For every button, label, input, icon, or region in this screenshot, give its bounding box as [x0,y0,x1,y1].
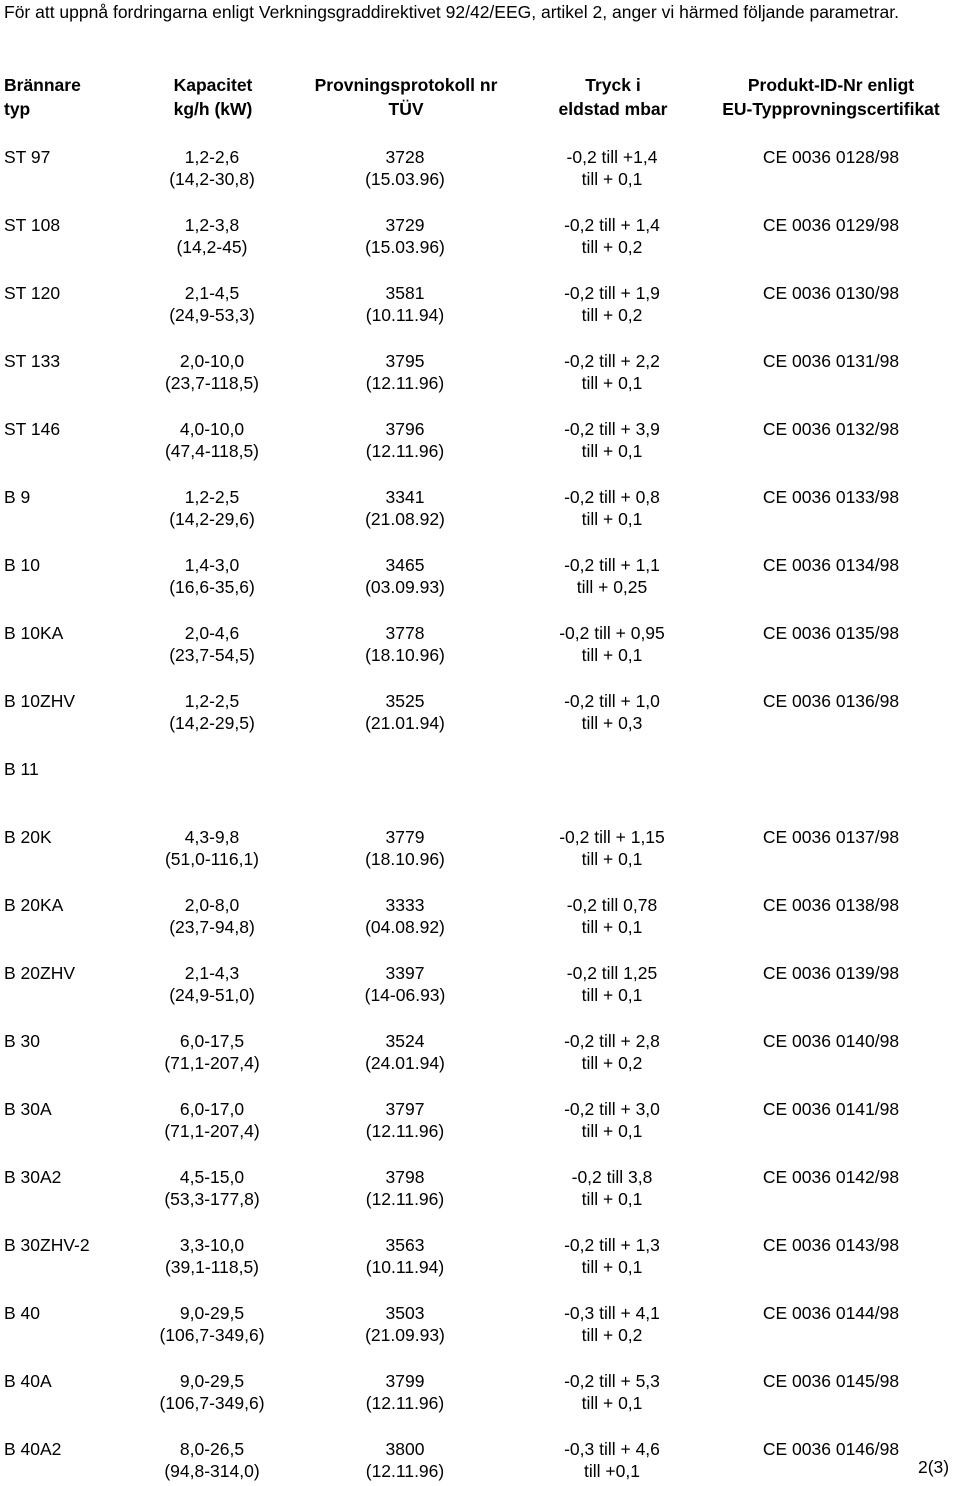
cell-burner-type-line: ST 146 [4,419,61,439]
cell-protocol-line: (12.11.96) [365,1461,445,1481]
cell-burner-type [4,1166,61,1188]
cell-burner-type [4,962,75,984]
cell-pressure [532,1370,692,1414]
header-product-id [706,73,956,121]
cell-pressure-line: -0,2 till + 3,9 [564,419,660,439]
cell-capacity [146,418,278,462]
cell-burner-type-line: B 30 [4,1031,40,1051]
cell-protocol-line: 3465 [385,555,425,575]
cell-capacity-line: 4,5-15,0 [179,1167,245,1187]
cell-pressure-line: -0,2 till + 1,4 [564,215,660,235]
cell-pressure-line: till + 0,2 [581,305,643,325]
cell-burner-type [4,1302,40,1324]
cell-product-id-line: CE 0036 0134/98 [762,555,900,575]
cell-capacity [146,1098,278,1142]
cell-product-id [706,486,956,508]
table-row [0,214,960,262]
cell-pressure-line: till + 0,1 [581,985,643,1005]
cell-protocol-line: 3341 [385,487,425,507]
cell-product-id-line: CE 0036 0129/98 [762,215,900,235]
cell-capacity-line: 1,2-3,8 [184,215,240,235]
header-capacity [140,73,286,121]
cell-pressure [532,146,692,190]
header-line: eldstad mbar [558,99,668,119]
cell-capacity-line: 2,1-4,3 [184,963,240,983]
cell-pressure [532,894,692,938]
cell-burner-type-line: ST 108 [4,215,61,235]
cell-pressure-line: till + 0,1 [581,169,643,189]
cell-protocol [300,690,510,734]
cell-pressure-line: till + 0,1 [581,1393,643,1413]
cell-burner-type-line: B 10 [4,555,40,575]
table-row [0,758,960,806]
cell-protocol-line: (24.01.94) [365,1053,445,1073]
cell-product-id [706,1166,956,1188]
table-row [0,146,960,194]
cell-capacity-line: (14,2-29,5) [169,713,255,733]
cell-product-id [706,350,956,372]
cell-burner-type [4,1370,52,1392]
cell-protocol-line: (10.11.94) [365,1257,445,1277]
cell-product-id [706,1098,956,1120]
cell-burner-type-line: ST 120 [4,283,61,303]
cell-product-id-line: CE 0036 0132/98 [762,419,900,439]
cell-burner-type-line: B 10ZHV [4,691,75,711]
cell-pressure [532,1234,692,1278]
cell-product-id [706,214,956,236]
cell-capacity-line: (106,7-349,6) [159,1393,265,1413]
cell-capacity [146,622,278,666]
header-line: Tryck i [585,75,641,95]
table-row [0,622,960,670]
cell-burner-type [4,418,60,440]
cell-protocol-line: 3581 [385,283,425,303]
cell-product-id [706,1370,956,1392]
cell-product-id-line: CE 0036 0135/98 [762,623,900,643]
cell-burner-type-line: ST 133 [4,351,61,371]
cell-protocol-line: 3525 [385,691,425,711]
cell-pressure-line: till + 0,2 [581,1325,643,1345]
cell-product-id [706,1030,956,1052]
header-line: typ [4,99,31,119]
table-row [0,350,960,398]
cell-burner-type [4,1438,61,1460]
header-line: kg/h (kW) [173,99,253,119]
cell-capacity [146,1302,278,1346]
cell-protocol [300,350,510,394]
cell-protocol [300,146,510,190]
cell-pressure-line: till + 0,1 [581,849,643,869]
cell-protocol [300,1098,510,1142]
cell-capacity [146,962,278,1006]
table-row [0,1302,960,1350]
cell-product-id [706,826,956,848]
cell-product-id-line: CE 0036 0143/98 [762,1235,900,1255]
cell-pressure-line: till + 0,1 [581,509,643,529]
cell-product-id [706,1234,956,1256]
cell-burner-type [4,826,52,848]
table-row [0,486,960,534]
cell-capacity-line: 8,0-26,5 [179,1439,245,1459]
cell-burner-type-line: B 20ZHV [4,963,75,983]
cell-product-id-line: CE 0036 0130/98 [762,283,900,303]
cell-capacity-line: (53,3-177,8) [164,1189,260,1209]
cell-pressure [532,826,692,870]
cell-capacity [146,1030,278,1074]
cell-protocol [300,214,510,258]
cell-protocol-line: (03.09.93) [365,577,445,597]
cell-burner-type [4,1234,90,1256]
cell-capacity-line: (23,7-94,8) [169,917,255,937]
cell-capacity-line: (106,7-349,6) [159,1325,265,1345]
cell-product-id-line: CE 0036 0142/98 [762,1167,900,1187]
cell-pressure-line: -0,2 till + 0,95 [559,623,665,643]
table-row [0,894,960,942]
cell-capacity [146,1438,278,1482]
cell-protocol-line: (14-06.93) [364,985,446,1005]
table-row [0,962,960,1010]
cell-protocol-line: (21.08.92) [365,509,445,529]
header-line: EU-Typprovningscertifikat [722,99,940,119]
cell-burner-type-line: B 30A2 [4,1167,62,1187]
cell-product-id [706,962,956,984]
cell-pressure-line: -0,3 till + 4,1 [564,1303,660,1323]
cell-pressure [532,1030,692,1074]
cell-burner-type-line: B 10KA [4,623,64,643]
cell-burner-type-line: B 9 [4,487,31,507]
table-row [0,1098,960,1146]
cell-product-id [706,146,956,168]
cell-pressure-line: till + 0,3 [581,713,643,733]
cell-capacity [146,554,278,598]
header-pressure [540,73,686,121]
cell-protocol [300,554,510,598]
cell-capacity-line: (14,2-30,8) [169,169,255,189]
cell-capacity [146,214,278,258]
cell-burner-type [4,690,75,712]
cell-protocol [300,1438,510,1482]
cell-capacity-line: 6,0-17,5 [179,1031,245,1051]
cell-protocol-line: (18.10.96) [365,645,445,665]
cell-protocol-line: (12.11.96) [365,1121,445,1141]
cell-protocol-line: 3779 [385,827,425,847]
table-row [0,1166,960,1214]
table-row [0,690,960,738]
cell-protocol [300,418,510,462]
cell-burner-type-line: ST 97 [4,147,51,167]
cell-product-id-line: CE 0036 0145/98 [762,1371,900,1391]
cell-protocol-line: (10.11.94) [365,305,445,325]
cell-pressure-line: -0,2 till 3,8 [571,1167,653,1187]
cell-capacity-line: 9,0-29,5 [179,1371,245,1391]
cell-pressure-line: till + 0,1 [581,373,643,393]
cell-burner-type [4,894,63,916]
cell-protocol-line: 3333 [385,895,425,915]
cell-pressure-line: -0,2 till + 3,0 [564,1099,660,1119]
cell-capacity-line: 9,0-29,5 [179,1303,245,1323]
cell-pressure-line: -0,2 till + 1,0 [564,691,660,711]
cell-pressure-line: -0,2 till + 2,8 [564,1031,660,1051]
cell-burner-type [4,758,39,780]
cell-capacity [146,350,278,394]
cell-protocol-line: 3778 [385,623,425,643]
table-row [0,826,960,874]
cell-pressure [532,350,692,394]
cell-burner-type [4,486,30,508]
cell-product-id-line: CE 0036 0133/98 [762,487,900,507]
cell-capacity-line: (23,7-54,5) [169,645,255,665]
cell-pressure-line: till + 0,1 [581,441,643,461]
cell-pressure-line: -0,2 till + 1,15 [559,827,665,847]
table-row [0,554,960,602]
cell-pressure [532,962,692,1006]
cell-capacity-line: (71,1-207,4) [164,1053,260,1073]
cell-capacity-line: 4,0-10,0 [179,419,245,439]
cell-pressure [532,554,692,598]
cell-burner-type [4,282,60,304]
cell-pressure-line: till + 0,25 [576,577,648,597]
cell-product-id [706,894,956,916]
cell-burner-type-line: B 11 [4,759,39,779]
cell-pressure-line: till + 0,1 [581,917,643,937]
cell-capacity-line: 4,3-9,8 [184,827,240,847]
cell-protocol-line: 3729 [385,215,425,235]
cell-product-id-line: CE 0036 0131/98 [762,351,900,371]
cell-pressure [532,282,692,326]
cell-protocol-line: 3796 [385,419,425,439]
cell-protocol-line: 3563 [385,1235,425,1255]
cell-pressure-line: -0,2 till 1,25 [566,963,658,983]
cell-protocol [300,894,510,938]
cell-capacity-line: (24,9-51,0) [169,985,255,1005]
cell-product-id [706,622,956,644]
cell-capacity-line: 1,2-2,5 [184,487,240,507]
cell-pressure-line: -0,2 till + 5,3 [564,1371,660,1391]
cell-capacity [146,282,278,326]
header-line: TÜV [388,99,424,119]
cell-capacity-line: 6,0-17,0 [179,1099,245,1119]
cell-product-id-line: CE 0036 0141/98 [762,1099,900,1119]
cell-product-id-line: CE 0036 0137/98 [762,827,900,847]
header-line: Produkt-ID-Nr enligt [747,75,915,95]
page-number: 2(3) [918,1457,950,1477]
cell-protocol-line: 3800 [385,1439,425,1459]
intro-text: För att uppnå fordringarna enligt Verkningsgraddirektivet 92/42/EEG, artikel 2, anger vi härmed följande parametrar. [4,2,899,22]
cell-capacity-line: 2,0-10,0 [179,351,245,371]
cell-protocol-line: 3728 [385,147,425,167]
cell-burner-type [4,350,60,372]
table-row [0,282,960,330]
cell-protocol-line: 3397 [385,963,425,983]
cell-product-id-line: CE 0036 0128/98 [762,147,900,167]
cell-protocol-line: 3798 [385,1167,425,1187]
cell-pressure [532,486,692,530]
cell-pressure-line: -0,2 till + 1,3 [564,1235,660,1255]
cell-protocol-line: (12.11.96) [365,441,445,461]
cell-capacity [146,1166,278,1210]
cell-protocol-line: 3503 [385,1303,425,1323]
cell-pressure-line: -0,2 till + 1,9 [564,283,660,303]
cell-pressure-line: -0,3 till + 4,6 [564,1439,660,1459]
cell-capacity [146,486,278,530]
cell-capacity [146,826,278,870]
cell-pressure-line: -0,2 till 0,78 [566,895,658,915]
cell-capacity-line: (14,2-29,6) [169,509,255,529]
cell-capacity-line: (39,1-118,5) [164,1257,260,1277]
cell-pressure-line: till + 0,1 [581,1257,643,1277]
cell-pressure [532,1098,692,1142]
cell-burner-type-line: B 40A [4,1371,52,1391]
table-row [0,1030,960,1078]
table-row [0,1438,960,1486]
cell-capacity-line: (71,1-207,4) [164,1121,260,1141]
cell-burner-type [4,622,63,644]
cell-protocol-line: 3799 [385,1371,425,1391]
cell-protocol [300,1030,510,1074]
cell-pressure-line: till +0,1 [584,1461,640,1481]
header-line: Kapacitet [173,75,253,95]
cell-burner-type [4,1030,40,1052]
cell-capacity-line: (47,4-118,5) [164,441,260,461]
cell-capacity-line: (94,8-314,0) [164,1461,260,1481]
cell-pressure-line: -0,2 till + 1,1 [564,555,660,575]
cell-capacity-line: (51,0-116,1) [164,849,260,869]
cell-protocol [300,826,510,870]
cell-capacity [146,1234,278,1278]
table-row [0,1370,960,1418]
cell-product-id [706,282,956,304]
table-row [0,1234,960,1282]
cell-pressure-line: till + 0,2 [581,237,643,257]
cell-burner-type [4,1098,52,1120]
cell-pressure-line: till + 0,2 [581,1053,643,1073]
table-row [0,418,960,466]
cell-protocol [300,1234,510,1278]
cell-protocol-line: (18.10.96) [365,849,445,869]
cell-product-id-line: CE 0036 0140/98 [762,1031,900,1051]
cell-protocol [300,486,510,530]
cell-protocol [300,622,510,666]
cell-capacity-line: 3,3-10,0 [179,1235,245,1255]
cell-capacity-line: 1,2-2,6 [184,147,240,167]
cell-pressure-line: -0,2 till + 2,2 [564,351,660,371]
cell-burner-type [4,146,50,168]
cell-protocol-line: (04.08.92) [365,917,445,937]
cell-product-id-line: CE 0036 0138/98 [762,895,900,915]
cell-pressure [532,1166,692,1210]
cell-product-id [706,554,956,576]
cell-pressure-line: -0,2 till + 0,8 [564,487,660,507]
cell-capacity [146,1370,278,1414]
cell-pressure-line: -0,2 till +1,4 [566,147,658,167]
cell-burner-type-line: B 20KA [4,895,64,915]
cell-protocol-line: (12.11.96) [365,373,445,393]
cell-burner-type-line: B 20K [4,827,52,847]
cell-pressure [532,622,692,666]
cell-burner-type [4,214,60,236]
cell-pressure-line: till + 0,1 [581,645,643,665]
cell-capacity [146,146,278,190]
cell-protocol [300,1166,510,1210]
cell-protocol-line: (21.01.94) [365,713,445,733]
cell-pressure-line: till + 0,1 [581,1189,643,1209]
cell-capacity-line: 2,0-8,0 [184,895,240,915]
cell-capacity-line: 2,1-4,5 [184,283,240,303]
cell-burner-type-line: B 40A2 [4,1439,62,1459]
cell-product-id [706,690,956,712]
cell-capacity [146,894,278,938]
cell-product-id-line: CE 0036 0136/98 [762,691,900,711]
cell-capacity-line: (16,6-35,6) [169,577,255,597]
cell-capacity-line: 2,0-4,6 [184,623,240,643]
cell-capacity-line: (24,9-53,3) [169,305,255,325]
cell-burner-type [4,554,40,576]
cell-capacity-line: (23,7-118,5) [164,373,260,393]
cell-capacity-line: (14,2-45) [176,237,248,257]
cell-protocol [300,962,510,1006]
cell-product-id-line: CE 0036 0139/98 [762,963,900,983]
cell-protocol-line: 3795 [385,351,425,371]
cell-protocol-line: (15.03.96) [365,237,445,257]
cell-burner-type-line: B 30ZHV-2 [4,1235,90,1255]
header-line: Provningsprotokoll nr [314,75,498,95]
cell-pressure [532,1302,692,1346]
cell-pressure [532,1438,692,1482]
cell-capacity-line: 1,4-3,0 [184,555,240,575]
cell-protocol-line: 3797 [385,1099,425,1119]
cell-pressure-line: till + 0,1 [581,1121,643,1141]
cell-protocol-line: (21.09.93) [365,1325,445,1345]
cell-product-id-line: CE 0036 0146/98 [762,1439,900,1459]
cell-protocol-line: (15.03.96) [365,169,445,189]
cell-protocol-line: (12.11.96) [365,1393,445,1413]
cell-protocol-line: 3524 [385,1031,425,1051]
cell-product-id [706,418,956,440]
cell-pressure [532,690,692,734]
cell-pressure [532,418,692,462]
header-protocol [296,73,516,121]
cell-protocol [300,1302,510,1346]
cell-pressure [532,214,692,258]
cell-protocol [300,282,510,326]
cell-product-id-line: CE 0036 0144/98 [762,1303,900,1323]
cell-burner-type-line: B 40 [4,1303,40,1323]
cell-product-id [706,1302,956,1324]
header-burner-type [4,73,81,121]
cell-capacity-line: 1,2-2,5 [184,691,240,711]
cell-protocol-line: (12.11.96) [365,1189,445,1209]
header-line: Brännare [4,75,81,95]
cell-burner-type-line: B 30A [4,1099,52,1119]
cell-capacity [146,690,278,734]
cell-protocol [300,1370,510,1414]
